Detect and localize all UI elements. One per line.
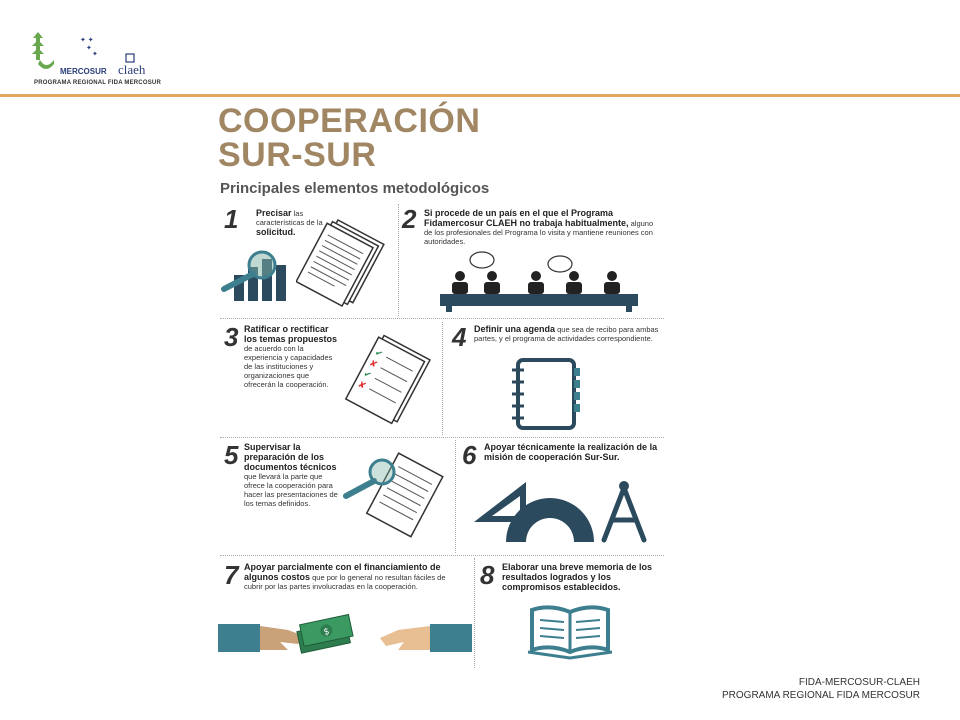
bar-chart-magnifier-icon: [220, 245, 300, 305]
step-text-7: [244, 562, 458, 591]
svg-text:✦ ✦: ✦ ✦: [80, 37, 94, 44]
step-4-text: que sea de recibo para ambas partes, y el programa de actividades correspondiente.: [474, 325, 659, 343]
infographic-title: [218, 104, 480, 172]
step-2-text: alguno de los profesionales del Programa lo visita y mantiene reuniones con autoridades.: [424, 219, 654, 246]
step-text-2: [424, 208, 660, 246]
step-5-text: que llevará la parte que ofrece la cooperación para hacer las presentaciones de los temas definidos.: [244, 472, 338, 508]
step-text-4: [474, 324, 660, 343]
documents-icon: [296, 218, 392, 310]
footer-line-2: PROGRAMA REGIONAL FIDA MERCOSUR: [722, 690, 920, 701]
step-8-bold: Elaborar una breve memoria de los resultados logrados y los compromisos establecidos.: [502, 562, 653, 592]
step-7-bold: Apoyar parcialmente con el financiamiento de algunos costos: [244, 562, 441, 582]
divider: [220, 555, 664, 556]
title-line-1: COOPERACIÓN: [218, 102, 481, 140]
step-text-3: [244, 324, 340, 389]
step-7-text: que por lo general no resultan fáciles de cubrir por las partes involucradas en la cooperación.: [244, 573, 446, 591]
footer: [722, 676, 920, 702]
step-4-bold: Definir una agenda: [474, 324, 556, 334]
svg-text:MERCOSUR: MERCOSUR: [60, 67, 107, 76]
divider: [474, 558, 475, 668]
step-5-bold: Supervisar la preparación de los documentos técnicos: [244, 442, 337, 472]
step-number-7: 7: [224, 560, 239, 590]
meeting-table-icon: [436, 250, 642, 314]
svg-text:✘: ✘: [355, 379, 368, 393]
step-3-text: de acuerdo con la experiencia y capacidades de las instituciones y organizaciones que ofrecerán la cooperación.: [244, 344, 333, 389]
divider: [220, 318, 664, 319]
step-text-6: [484, 442, 660, 462]
divider: [442, 322, 443, 435]
step-number-5: 5: [224, 440, 239, 470]
divider: [220, 437, 664, 438]
step-text-8: [502, 562, 662, 592]
divider: [398, 204, 399, 316]
svg-text:claeh: claeh: [118, 62, 146, 77]
step-3-bold: Ratificar o rectificar los temas propuestos: [244, 324, 338, 344]
checklist-icon: [340, 332, 438, 436]
step-number-1: 1: [224, 204, 239, 234]
svg-text:✘: ✘: [367, 358, 379, 371]
footer-line-1: FIDA-MERCOSUR-CLAEH: [798, 677, 920, 688]
infographic-subtitle: Principales elementos metodológicos: [220, 180, 490, 197]
logo-subtitle: PROGRAMA REGIONAL FIDA MERCOSUR: [34, 80, 161, 86]
step-number-8: 8: [480, 560, 495, 590]
step-1-bold2: solicitud.: [256, 227, 296, 237]
step-number-4: 4: [452, 322, 467, 352]
divider: [455, 440, 456, 553]
step-1-bold: Precisar: [256, 208, 292, 218]
header-rule: [0, 94, 960, 97]
step-text-5: [244, 442, 344, 508]
open-book-icon: [526, 602, 614, 660]
step-number-6: 6: [462, 440, 477, 470]
svg-text:✦: ✦: [92, 51, 98, 58]
svg-text:✔: ✔: [372, 347, 385, 361]
step-1-text: las características de la: [256, 209, 323, 227]
svg-text:✦: ✦: [86, 45, 92, 52]
step-6-bold: Apoyar técnicamente la realización de la misión de cooperación Sur-Sur.: [484, 442, 658, 462]
agenda-notebook-icon: [504, 356, 588, 432]
svg-text:✔: ✔: [361, 369, 373, 382]
document-magnifier-icon: [338, 450, 452, 544]
step-2-bold: Si procede de un país en el que el Programa Fidamercosur CLAEH no trabaja habitualmente,: [424, 208, 629, 228]
svg-text:$: $: [322, 626, 331, 638]
title-line-2: SUR-SUR: [218, 136, 377, 174]
step-number-2: 2: [402, 204, 417, 234]
fida-mercosur-logo: [30, 26, 160, 88]
geometry-tools-icon: [470, 476, 656, 548]
step-number-3: 3: [224, 322, 239, 352]
money-handshake-icon: [218, 604, 472, 664]
